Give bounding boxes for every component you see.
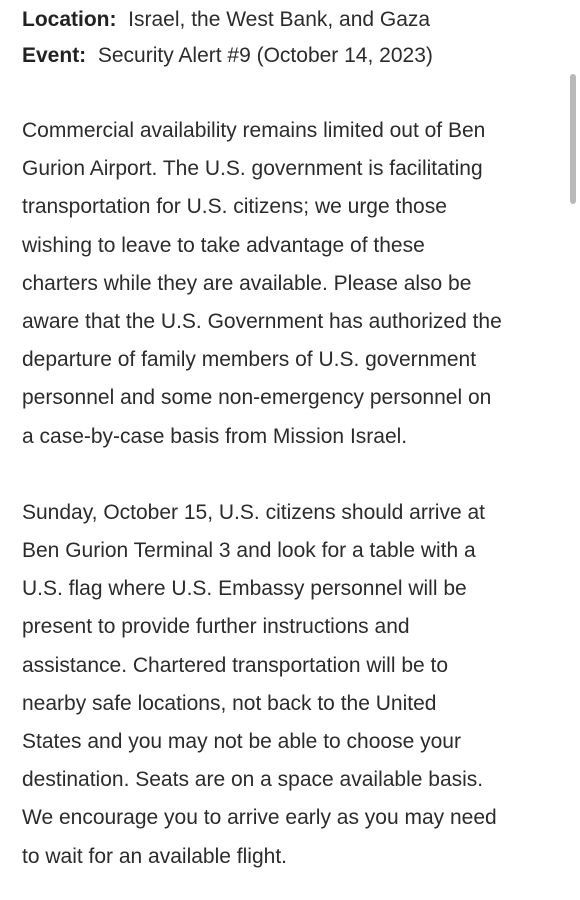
text-line: transportation for U.S. citizens; we urge those xyxy=(22,195,447,219)
event-value: Security Alert #9 (October 14, 2023) xyxy=(97,44,433,67)
text-line: to wait for an available flight. xyxy=(22,844,287,868)
location-value: Israel, the West Bank, and Gaza xyxy=(128,8,431,31)
location-label: Location: xyxy=(22,8,117,31)
text-line: U.S. flag where U.S. Embassy personnel will be xyxy=(22,577,467,601)
text-line: Ben Gurion Terminal 3 and look for a table with a xyxy=(22,539,476,563)
alert-document xyxy=(22,2,562,876)
paragraph-gap xyxy=(22,74,562,112)
text-line: destination. Seats are on a space available basis. xyxy=(22,768,484,792)
scrollbar-thumb[interactable] xyxy=(570,74,576,204)
text-line: We encourage you to arrive early as you may need xyxy=(22,806,497,830)
paragraph-gap xyxy=(22,456,562,494)
vertical-scrollbar[interactable] xyxy=(568,60,576,900)
event-line xyxy=(22,38,562,74)
text-line: States and you may not be able to choose your xyxy=(22,730,461,754)
text-line: nearby safe locations, not back to the United xyxy=(22,691,437,715)
text-line: aware that the U.S. Government has authorized the xyxy=(22,310,502,334)
text-line: Commercial availability remains limited out of Ben xyxy=(22,119,486,142)
text-line: assistance. Chartered transportation will be to xyxy=(22,653,449,677)
text-line: wishing to leave to take advantage of these xyxy=(22,233,425,257)
text-line: departure of family members of U.S. government xyxy=(22,348,477,372)
location-line xyxy=(22,2,562,38)
text-line: personnel and some non-emergency personnel on xyxy=(22,386,492,410)
text-line: Sunday, October 15, U.S. citizens should arrive at xyxy=(22,500,486,524)
text-line: a case-by-case basis from Mission Israel. xyxy=(22,424,408,448)
event-label: Event: xyxy=(22,44,87,67)
text-line: present to provide further instructions and xyxy=(22,615,410,639)
paragraph-sunday-instructions xyxy=(22,494,562,876)
text-line: Gurion Airport. The U.S. government is facilitating xyxy=(22,157,483,181)
paragraph-commercial-availability xyxy=(22,112,562,456)
text-line: charters while they are available. Please also be xyxy=(22,271,472,295)
